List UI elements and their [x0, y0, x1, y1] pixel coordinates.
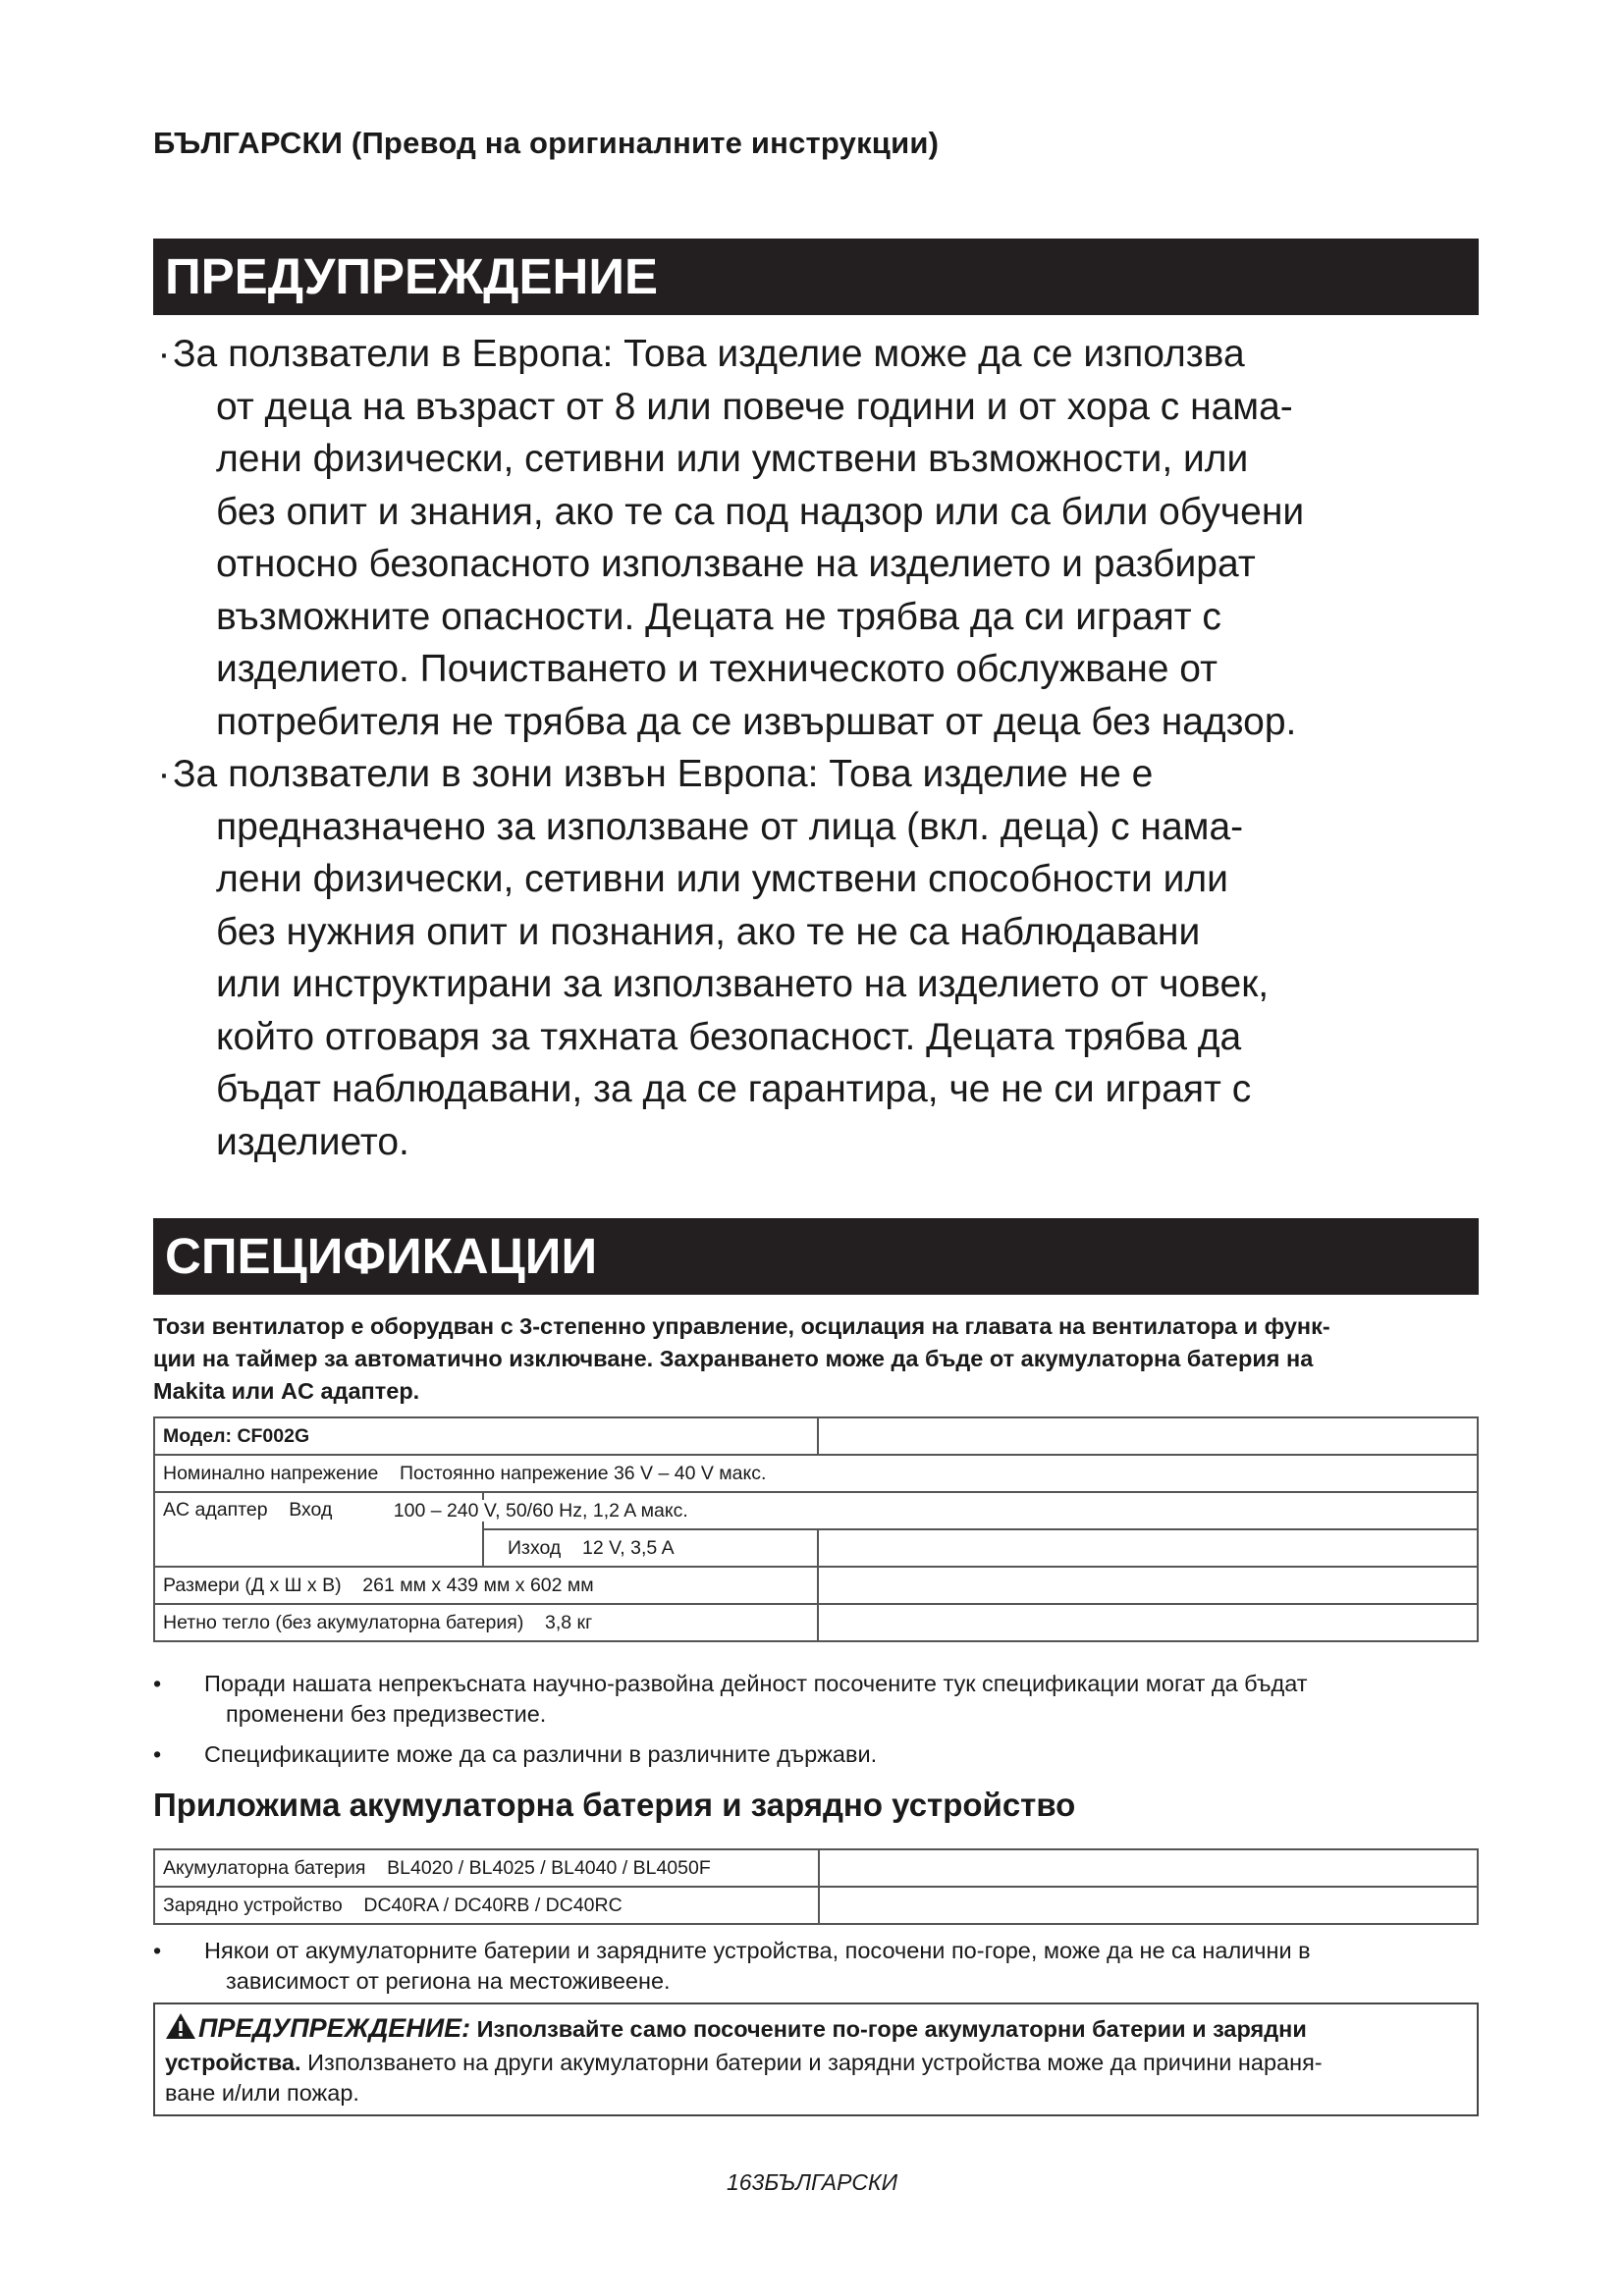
warning-section-title: ПРЕДУПРЕЖДЕНИЕ: [153, 239, 1479, 315]
table-row: [154, 1604, 1478, 1641]
footer-language: БЪЛГАРСКИ: [764, 2169, 898, 2195]
page-number: 163: [726, 2169, 765, 2195]
voltage-value: Постоянно напрежение 36 V – 40 V макс.: [399, 1462, 767, 1484]
model-label: Модел:: [163, 1424, 233, 1447]
warning-triangle-icon: [165, 2012, 196, 2048]
specs-intro-line: ции на таймер за автоматично изключване. Захранването може да бъде от акумулаторна батерия на: [153, 1346, 1314, 1371]
table-row: [154, 1567, 1478, 1604]
charger-value: DC40RA / DC40RB / DC40RC: [363, 1894, 623, 1916]
warning-list: [153, 328, 1489, 1168]
input-value: 100 – 240 V, 50/60 Hz, 1,2 A макс.: [393, 1499, 688, 1522]
specs-section-title: СПЕЦИФИКАЦИИ: [153, 1218, 1479, 1295]
note-line: зависимост от региона на местоживеене.: [226, 1968, 671, 1994]
warning-box-text: Използването на други акумулаторни батерии и зарядни устройства може да причини нараня-: [307, 2050, 1323, 2075]
warning-line: изделието. Почистването и техническото обслужване от: [216, 648, 1218, 690]
input-label: Вход: [289, 1499, 333, 1521]
specs-intro: [153, 1310, 1469, 1408]
bullet: •: [153, 1671, 162, 1696]
table-row: [154, 1455, 1478, 1492]
bullet: •: [153, 1741, 162, 1767]
warning-line: лени физически, сетивни или умствени възможности, или: [216, 438, 1249, 480]
warning-line: предназначено за използване от лица (вкл. деца) с нама-: [216, 805, 1244, 848]
note-line: Някои от акумулаторните батерии и зарядните устройства, посочени по-горе, може да не са налични в: [204, 1938, 1311, 1963]
note-line: променени без предизвестие.: [226, 1701, 547, 1727]
warning-line: За ползватели в Европа: Това изделие може да се използва: [173, 333, 1245, 375]
weight-value: 3,8 кг: [545, 1611, 593, 1633]
dimensions-value: 261 мм x 439 мм x 602 мм: [362, 1574, 594, 1596]
charger-label: Зарядно устройство: [163, 1894, 343, 1916]
table-row: [154, 1849, 1478, 1887]
warning-box-bold-text: Използвайте само посочените по-горе акумулаторни батерии и зарядни: [476, 2016, 1307, 2042]
bullet: •: [153, 1938, 162, 1963]
model-value: CF002G: [237, 1424, 310, 1447]
warning-box: [153, 2002, 1479, 2116]
warning-line: бъдат наблюдавани, за да се гарантира, че не си играят с: [216, 1068, 1252, 1110]
battery-section-title: Приложима акумулаторна батерия и зарядно устройство: [153, 1787, 1076, 1823]
bullet: ·: [157, 753, 171, 795]
warning-line: изделието.: [216, 1120, 409, 1163]
warning-box-title: ПРЕДУПРЕЖДЕНИЕ:: [198, 2013, 471, 2043]
warning-line: потребителя не трябва да се извършват от деца без надзор.: [216, 700, 1297, 743]
list-item: [153, 1739, 1479, 1770]
bullet: ·: [157, 333, 171, 375]
warning-line: относно безопасното използване на изделието и разбират: [216, 543, 1256, 585]
warning-line: лени физически, сетивни или умствени способности или: [216, 858, 1228, 900]
warning-box-text: ване и/или пожар.: [165, 2080, 359, 2106]
warning-line: който отговаря за тяхната безопасност. Децата трябва да: [216, 1015, 1242, 1058]
note-line: Спецификациите може да са различни в различните държави.: [204, 1741, 878, 1767]
warning-item-outside-europe: [153, 748, 1489, 1168]
warning-line: възможните опасности. Децата не трябва да си играят с: [216, 595, 1221, 638]
table-row: [154, 1492, 1478, 1529]
note-line: Поради нашата непрекъсната научно-развойна дейност посочените тук спецификации могат да бъдат: [204, 1671, 1308, 1696]
warning-line: от деца на възраст от 8 или повече години и от хора с нама-: [216, 385, 1293, 428]
document-language-header: БЪЛГАРСКИ (Превод на оригиналните инструкции): [153, 126, 940, 160]
warning-item-europe: [153, 328, 1489, 748]
battery-label: Акумулаторна батерия: [163, 1856, 366, 1879]
dimensions-label: Размери (Д x Ш x В): [163, 1574, 342, 1596]
ac-adapter-label: AC адаптер: [163, 1499, 268, 1521]
warning-line: или инструктирани за използването на изделието от човек,: [216, 963, 1270, 1005]
page-footer: [0, 2169, 1624, 2196]
table-row: [154, 1417, 1478, 1455]
battery-table: [153, 1848, 1479, 1925]
battery-notes: [153, 1936, 1479, 1997]
voltage-label: Номинално напрежение: [163, 1462, 379, 1484]
warning-line: без нужния опит и познания, ако те не са наблюдавани: [216, 910, 1201, 953]
specs-intro-line: Този вентилатор е оборудван с 3-степенно управление, осцилация на главата на вентилатора и функ-: [153, 1313, 1330, 1339]
specs-intro-line: Makita или AC адаптер.: [153, 1378, 420, 1404]
battery-value: BL4020 / BL4025 / BL4040 / BL4050F: [387, 1856, 711, 1879]
list-item: [153, 1669, 1479, 1730]
weight-label: Нетно тегло (без акумулаторна батерия): [163, 1611, 524, 1633]
list-item: [153, 1936, 1479, 1997]
warning-line: без опит и знания, ако те са под надзор или са били обучени: [216, 490, 1305, 533]
warning-box-bold-text: устройства.: [165, 2050, 301, 2075]
table-row: [154, 1887, 1478, 1924]
specs-table: [153, 1416, 1479, 1642]
specs-notes: [153, 1669, 1479, 1770]
warning-line: За ползватели в зони извън Европа: Това изделие не е: [173, 753, 1154, 795]
output-label: Изход: [508, 1536, 562, 1559]
output-value: 12 V, 3,5 A: [581, 1536, 675, 1559]
